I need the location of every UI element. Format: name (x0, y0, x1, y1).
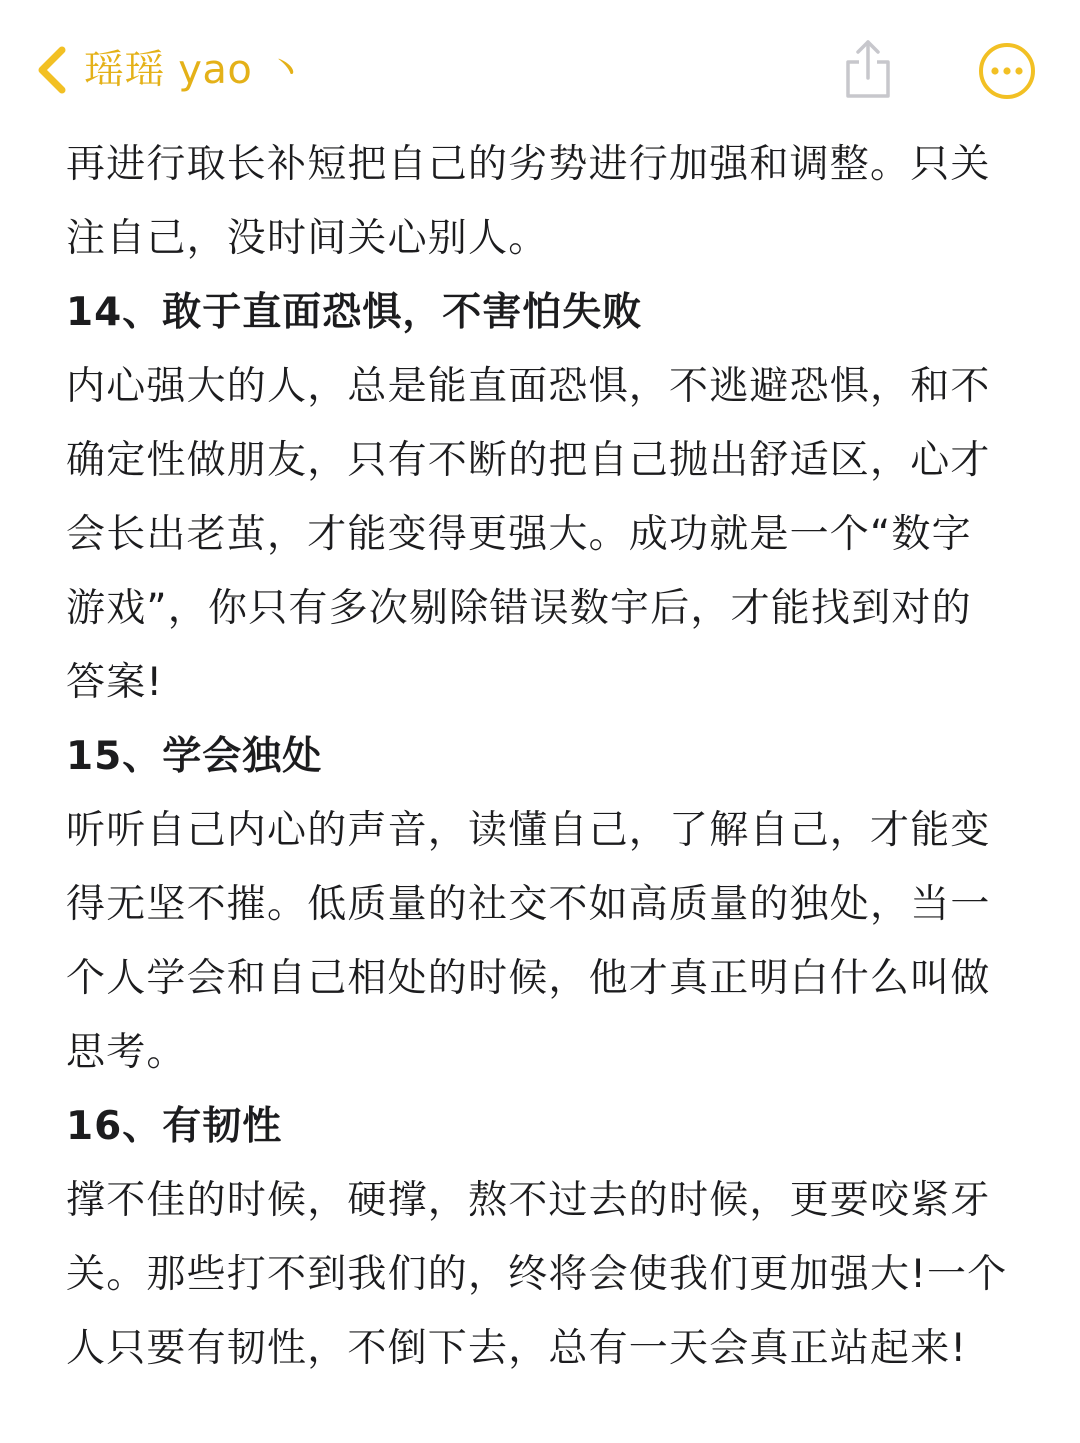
paragraph-line: 确定性做朋友，只有不断的把自己抛出舒适区，心才 (66, 438, 991, 483)
more-button[interactable] (978, 42, 1036, 100)
paragraph-line: 撑不佳的时候，硬撑，熬不过去的时候，更要咬紧牙 (66, 1178, 991, 1223)
paragraph-line: 得无坚不摧。低质量的社交不如高质量的独处，当一 (66, 882, 991, 927)
share-button[interactable] (836, 36, 900, 102)
back-button[interactable] (28, 40, 76, 100)
section-heading: 15、学会独处 (66, 734, 323, 779)
section-heading: 14、敢于直面恐惧，不害怕失败 (66, 290, 643, 335)
ellipsis-circle-icon (978, 42, 1036, 100)
author-name[interactable]: 瑶瑶 yao 丶 (84, 47, 307, 93)
paragraph-line: 关。那些打不到我们的，终将会使我们更加强大!一个 (66, 1252, 1008, 1297)
paragraph-line: 个人学会和自己相处的时候，他才真正明白什么叫做 (66, 956, 991, 1001)
navigation-bar (0, 0, 1080, 130)
paragraph-line: 再进行取长补短把自己的劣势进行加强和调整。只关 (66, 142, 991, 187)
chevron-left-icon (34, 44, 70, 96)
paragraph-line: 游戏”，你只有多次剔除错误数宇后，才能找到对的 (66, 586, 972, 631)
paragraph-line: 内心强大的人，总是能直面恐惧，不逃避恐惧，和不 (66, 364, 991, 409)
paragraph-line: 听听自己内心的声音，读懂自己，了解自己，才能变 (66, 808, 991, 853)
paragraph-line: 会长出老茧，才能变得更强大。成功就是一个“数字 (66, 512, 972, 557)
share-icon (842, 38, 894, 100)
section-heading: 16、有韧性 (66, 1104, 283, 1149)
paragraph-line: 人只要有韧性，不倒下去，总有一天会真正站起来! (66, 1326, 968, 1371)
paragraph-line: 注自己，没时间关心别人。 (66, 216, 549, 261)
paragraph-line: 思考。 (66, 1030, 187, 1075)
paragraph-line: 答案! (66, 660, 164, 705)
note-body[interactable] (66, 128, 1018, 1386)
